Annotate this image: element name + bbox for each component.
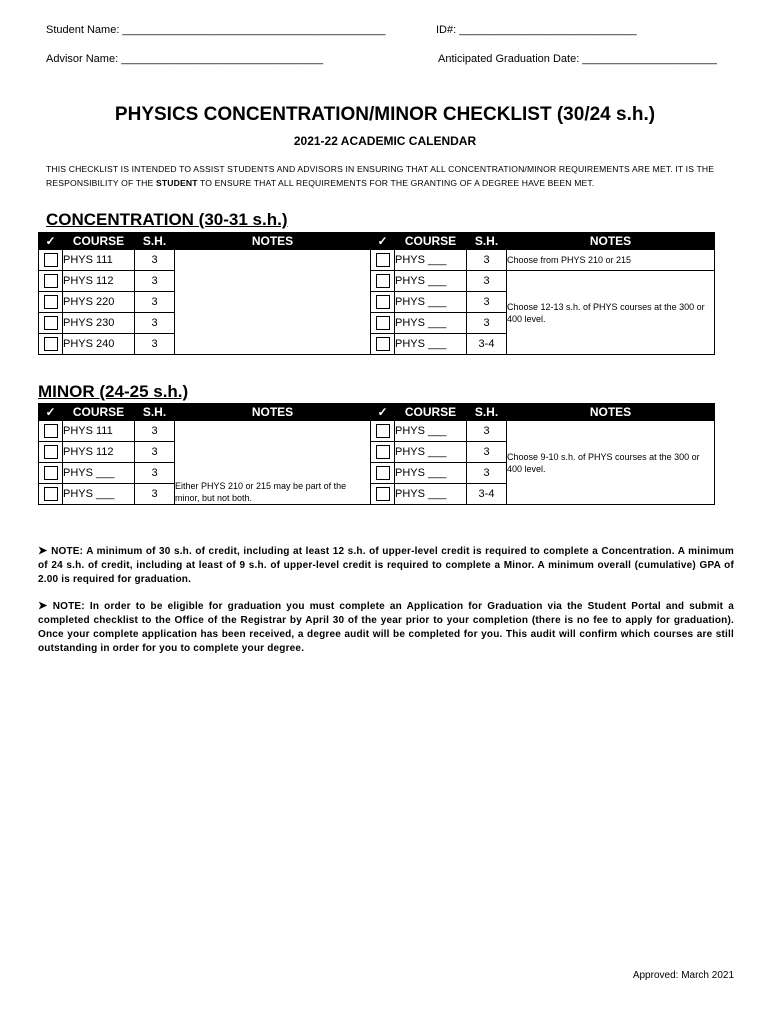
checkbox[interactable] [44, 424, 58, 438]
checkbox[interactable] [376, 445, 390, 459]
checkbox[interactable] [44, 274, 58, 288]
course-column-header: COURSE [63, 233, 135, 250]
intro-text-end: TO ENSURE THAT ALL REQUIREMENTS FOR THE GRANTING OF A DEGREE HAVE BEEN MET. [197, 178, 595, 188]
notes-cell: Either PHYS 210 or 215 may be part of the minor, but not both. [175, 421, 371, 505]
note-graduation-application [38, 599, 734, 656]
notes-column-header: NOTES [507, 404, 715, 421]
concentration-table [38, 232, 715, 355]
intro-text-start: THIS CHECKLIST IS INTENDED TO ASSIST STUDENTS AND ADVISORS IN ENSURING THAT ALL CONCENTRATION/MINOR REQUIREMENTS ARE MET. IT IS THE RESPONSIBILITY OF THE [46, 164, 715, 188]
sh-cell: 3 [135, 292, 175, 313]
checkbox[interactable] [44, 445, 58, 459]
sh-cell: 3 [135, 250, 175, 271]
intro-emphasis: STUDENT [155, 178, 198, 188]
course-cell[interactable]: PHYS ___ [395, 421, 467, 442]
course-column-header: COURSE [395, 404, 467, 421]
course-cell: PHYS 220 [63, 292, 135, 313]
course-cell: PHYS 111 [63, 250, 135, 271]
minor-table [38, 403, 715, 505]
course-cell[interactable]: PHYS ___ [63, 463, 135, 484]
checkbox[interactable] [376, 295, 390, 309]
course-cell: PHYS 230 [63, 313, 135, 334]
checkbox[interactable] [376, 274, 390, 288]
course-cell: PHYS 112 [63, 271, 135, 292]
notes-column-header: NOTES [175, 233, 371, 250]
checkbox[interactable] [376, 337, 390, 351]
notes-column-header: NOTES [175, 404, 371, 421]
sh-cell: 3 [467, 463, 507, 484]
sh-column-header: S.H. [135, 233, 175, 250]
checkbox[interactable] [44, 466, 58, 480]
sh-cell: 3-4 [467, 334, 507, 355]
concentration-heading: CONCENTRATION (30-31 s.h.) [46, 210, 288, 229]
sh-cell: 3 [467, 313, 507, 334]
course-cell: PHYS 112 [63, 442, 135, 463]
notes-cell: Choose 9-10 s.h. of PHYS courses at the 300 or 400 level. [507, 421, 715, 505]
course-cell[interactable]: PHYS ___ [395, 484, 467, 505]
notes-cell: Choose from PHYS 210 or 215 [507, 250, 715, 271]
table-row [39, 421, 715, 442]
sh-cell: 3 [135, 421, 175, 442]
checkbox[interactable] [44, 295, 58, 309]
table-row [39, 271, 715, 292]
note-text: NOTE: A minimum of 30 s.h. of credit, including at least 12 s.h. of upper-level credit is required to complete a Concentration. A minimum of 24 s.h. of credit, including at least of 9 s.h. of upper-level credit is required to complete a Minor. A minimum overall (cumulative) GPA of 2.00 is required for graduation. [38, 546, 734, 585]
sh-cell: 3 [135, 484, 175, 505]
note-credit-requirements [38, 544, 734, 587]
course-cell[interactable]: PHYS ___ [395, 250, 467, 271]
course-cell[interactable]: PHYS ___ [63, 484, 135, 505]
note-text: NOTE: In order to be eligible for graduation you must complete an Application for Graduation via the Student Portal and submit a completed checklist to the Office of the Registrar by April 30 of the year prior to your completion (there is no fee to apply for graduation). Once your complete application has been received, a degree audit will be completed for you. This audit will confirm which courses are still outstanding in order for you to complete your degree. [38, 601, 734, 654]
student-name-field[interactable]: Student Name: ___________________________________________ [46, 24, 386, 36]
sh-cell: 3 [135, 271, 175, 292]
checkbox[interactable] [376, 487, 390, 501]
course-column-header: COURSE [395, 233, 467, 250]
sh-cell: 3 [467, 271, 507, 292]
minor-heading: MINOR (24-25 s.h.) [38, 382, 189, 401]
table-header-row [39, 233, 715, 250]
sh-cell: 3 [135, 334, 175, 355]
course-cell[interactable]: PHYS ___ [395, 271, 467, 292]
checkbox[interactable] [44, 253, 58, 267]
arrow-right-icon: ➤ [38, 545, 52, 557]
course-cell: PHYS 240 [63, 334, 135, 355]
course-cell[interactable]: PHYS ___ [395, 442, 467, 463]
arrow-right-icon: ➤ [38, 600, 53, 612]
checkbox[interactable] [44, 487, 58, 501]
intro-paragraph [46, 162, 736, 190]
sh-column-header: S.H. [135, 404, 175, 421]
course-cell[interactable]: PHYS ___ [395, 334, 467, 355]
check-column-header: ✓ [371, 404, 395, 421]
table-header-row [39, 404, 715, 421]
sh-column-header: S.H. [467, 404, 507, 421]
checkbox[interactable] [376, 466, 390, 480]
sh-cell: 3 [467, 421, 507, 442]
approval-date: Approved: March 2021 [632, 970, 734, 981]
checkbox[interactable] [376, 424, 390, 438]
check-column-header: ✓ [371, 233, 395, 250]
sh-cell: 3-4 [467, 484, 507, 505]
course-cell[interactable]: PHYS ___ [395, 463, 467, 484]
check-column-header: ✓ [39, 233, 63, 250]
check-column-header: ✓ [39, 404, 63, 421]
sh-cell: 3 [467, 442, 507, 463]
checkbox[interactable] [44, 316, 58, 330]
sh-column-header: S.H. [467, 233, 507, 250]
notes-cell: Choose 12-13 s.h. of PHYS courses at the 300 or 400 level. [507, 271, 715, 355]
advisor-name-field[interactable]: Advisor Name: _________________________________ [46, 53, 324, 65]
graduation-date-field[interactable]: Anticipated Graduation Date: ______________________ [438, 53, 717, 65]
table-row [39, 250, 715, 271]
course-column-header: COURSE [63, 404, 135, 421]
sh-cell: 3 [135, 463, 175, 484]
sh-cell: 3 [467, 292, 507, 313]
student-id-field[interactable]: ID#: _____________________________ [436, 24, 637, 36]
course-cell[interactable]: PHYS ___ [395, 292, 467, 313]
course-cell[interactable]: PHYS ___ [395, 313, 467, 334]
checkbox[interactable] [44, 337, 58, 351]
sh-cell: 3 [467, 250, 507, 271]
page-subtitle: 2021-22 ACADEMIC CALENDAR [293, 134, 477, 148]
course-cell: PHYS 111 [63, 421, 135, 442]
notes-cell[interactable] [175, 250, 371, 355]
notes-column-header: NOTES [507, 233, 715, 250]
sh-cell: 3 [135, 442, 175, 463]
checkbox[interactable] [376, 316, 390, 330]
checkbox[interactable] [376, 253, 390, 267]
page-title: PHYSICS CONCENTRATION/MINOR CHECKLIST (30/24 s.h.) [114, 104, 656, 125]
sh-cell: 3 [135, 313, 175, 334]
